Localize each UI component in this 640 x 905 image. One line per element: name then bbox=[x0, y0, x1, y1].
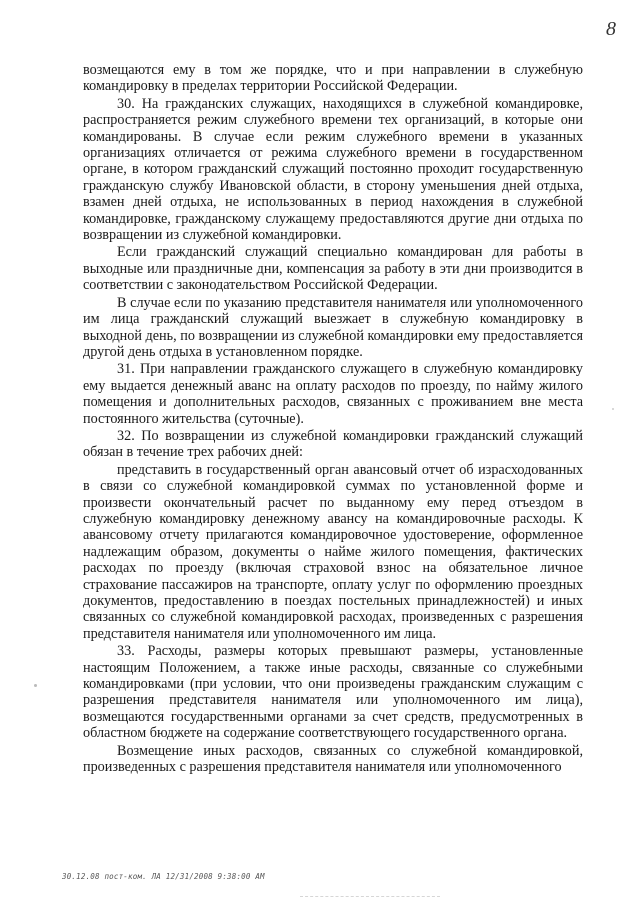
paragraph-31: 31. При направлении гражданского служащего в служебную командировку ему выдается денежный аванс на оплату расходов по проезду, по найму жилого помещения и дополнительных расходов, связанных с проживанием вне места постоянного жительства (суточные). bbox=[83, 361, 583, 427]
paragraph-continuation: возмещаются ему в том же порядке, что и при направлении в служебную командировку в пределах территории Российской Федерации. bbox=[83, 62, 583, 95]
footer-stamp: 30.12.08 пост-ком. ЛА 12/31/2008 9:38:00 AM bbox=[62, 872, 265, 881]
paragraph-weekend-departure: В случае если по указанию представителя нанимателя или уполномоченного им лица гражданский служащий выезжает в служебную командировку в выходной день, по возвращении из служебной командировки ему предоставляется другой день отдыха в установленном порядке. bbox=[83, 294, 583, 360]
paragraph-30: 30. На гражданских служащих, находящихся в служебной командировке, распространяется режим служебного времени тех организаций, в которые они командированы. В случае если режим служебного времени в указанных организациях отличается от режима служебного времени в государственном органе, в котором гражданский служащий постоянно проходит государственную гражданскую службу Ивановской области, в сторону уменьшения дней отдыха, взамен дней отдыха, не использованных в период нахождения в служебной командировке, гражданскому служащему предоставляются другие дни отдыха по возвращении из служебной командировки. bbox=[83, 95, 583, 244]
document-body bbox=[83, 62, 583, 775]
paragraph-weekend-work: Если гражданский служащий специально командирован для работы в выходные или праздничные дни, компенсация за работу в эти дни производится в соответствии с законодательством Российской Федерации. bbox=[83, 244, 583, 294]
scan-edge-noise bbox=[300, 896, 440, 898]
scan-speck bbox=[612, 408, 614, 410]
page-number: 8 bbox=[606, 18, 616, 40]
scan-speck bbox=[34, 684, 37, 687]
paragraph-other-expenses: Возмещение иных расходов, связанных со служебной командировкой, произведенных с разрешения представителя нанимателя или уполномоченного bbox=[83, 742, 583, 776]
paragraph-33: 33. Расходы, размеры которых превышают размеры, установленные настоящим Положением, а также иные расходы, связанные со служебными командировками (при условии, что они произведены гражданским служащим с разрешения представителя нанимателя или уполномоченного им лица), возмещаются государственными органами за счет средств, предусмотренных в областном бюджете на содержание соответствующего государственного органа. bbox=[83, 643, 583, 742]
paragraph-32: 32. По возвращении из служебной командировки гражданский служащий обязан в течение трех рабочих дней: bbox=[83, 427, 583, 461]
paragraph-32-report: представить в государственный орган авансовый отчет об израсходованных в связи со служебной командировкой суммах по установленной форме и произвести окончательный расчет по выданному ему перед отъездом в служебную командировку денежному авансу на командировочные расходы. К авансовому отчету прилагаются командировочное удостоверение, оформленное надлежащим образом, документы о найме жилого помещения, фактических расходах по проезду (включая страховой взнос на обязательное личное страхование пассажиров на транспорте, оплату услуг по оформлению проездных документов, предоставлению в поездах постельных принадлежностей) и иных связанных со служебной командировкой расходах, произведенных с разрешения представителя нанимателя или уполномоченного им лица. bbox=[83, 461, 583, 642]
